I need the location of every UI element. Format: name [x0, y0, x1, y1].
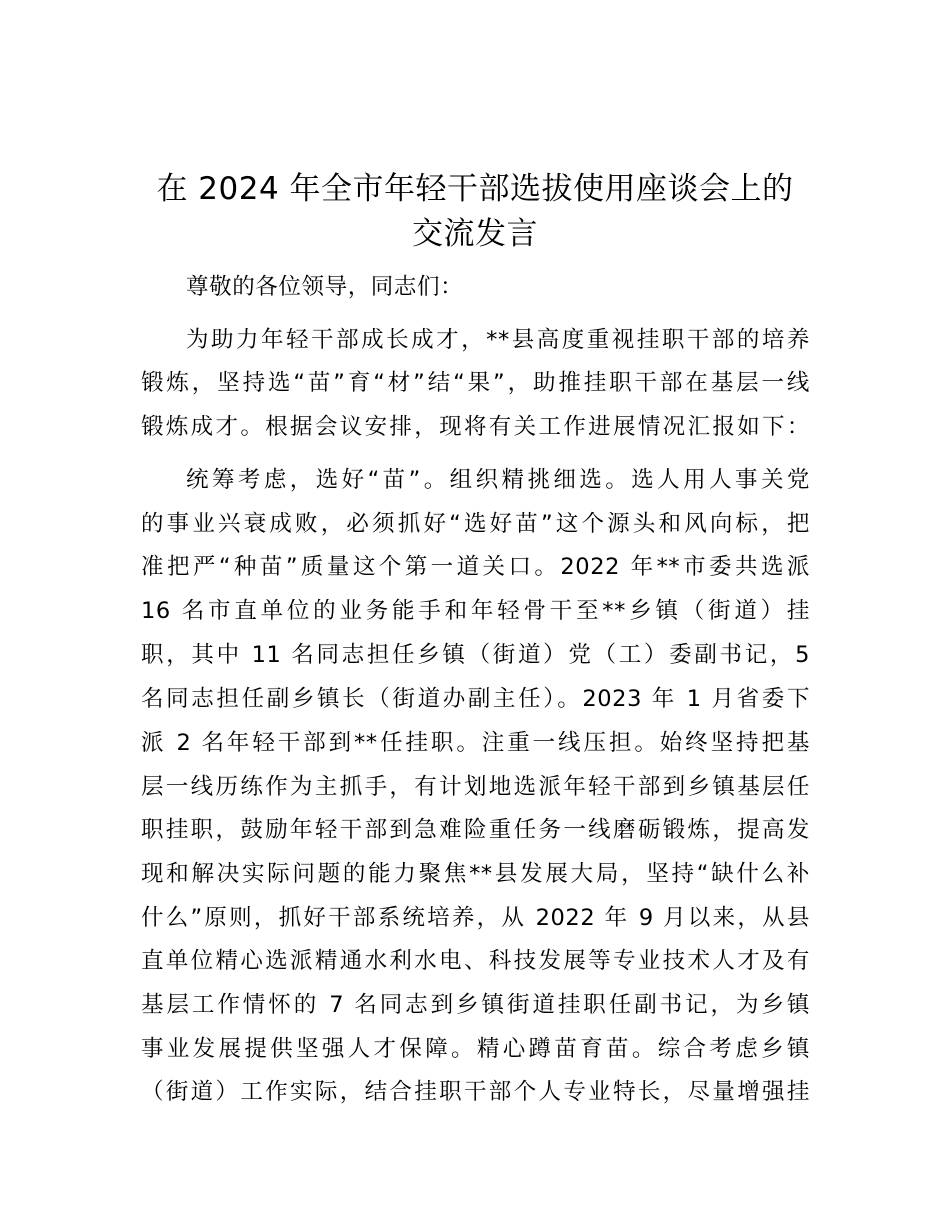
paragraph-line: 派 2 名年轻干部到**任挂职。注重一线压担。始终坚持把基 [141, 730, 810, 756]
paragraph-line: 为助力年轻干部成长成才，**县高度重视挂职干部的培养 [186, 327, 810, 353]
paragraph-line: 锻炼，坚持选“苗”育“材”结“果”，助推挂职干部在基层一线 [141, 370, 810, 396]
paragraph-line: 准把严“种苗”质量这个第一道关口。2022 年**市委共选派 [141, 554, 810, 580]
paragraph-line: （街道）工作实际，结合挂职干部个人专业特长，尽量增强挂 [141, 1079, 810, 1105]
paragraph-line: 统筹考虑，选好“苗”。组织精挑细选。选人用人事关党 [186, 467, 810, 493]
paragraph-line: 锻炼成才。根据会议安排，现将有关工作进展情况汇报如下： [141, 414, 810, 440]
paragraph-line: 直单位精心选派精通水利水电、科技发展等专业技术人才及有 [141, 948, 810, 974]
paragraph-line: 基层工作情怀的 7 名同志到乡镇街道挂职任副书记，为乡镇 [141, 992, 810, 1018]
paragraph-line: 16 名市直单位的业务能手和年轻骨干至**乡镇（街道）挂 [141, 598, 810, 624]
paragraph-line: 名同志担任副乡镇长（街道办副主任）。2023 年 1 月省委下 [141, 686, 810, 712]
paragraph-line: 层一线历练作为主抓手，有计划地选派年轻干部到乡镇基层任 [141, 774, 810, 800]
title-line: 交流发言 [412, 216, 538, 252]
paragraph-line: 的事业兴衰成败，必须抓好“选好苗”这个源头和风向标，把 [141, 511, 810, 537]
paragraph-line: 事业发展提供坚强人才保障。精心蹲苗育苗。综合考虑乡镇 [141, 1036, 810, 1062]
document-title [100, 167, 850, 257]
paragraph-line: 什么”原则，抓好干部系统培养，从 2022 年 9 月以来，从县 [141, 905, 810, 931]
title-line: 在 2024 年全市年轻干部选拔使用座谈会上的 [156, 171, 794, 207]
paragraph-line: 职，其中 11 名同志担任乡镇（街道）党（工）委副书记，5 [141, 642, 810, 668]
salutation: 尊敬的各位领导，同志们： [186, 274, 464, 300]
paragraph-line: 职挂职，鼓励年轻干部到急难险重任务一线磨砺锻炼，提高发 [141, 817, 810, 843]
paragraph-line: 现和解决实际问题的能力聚焦**县发展大局，坚持“缺什么补 [141, 861, 810, 887]
